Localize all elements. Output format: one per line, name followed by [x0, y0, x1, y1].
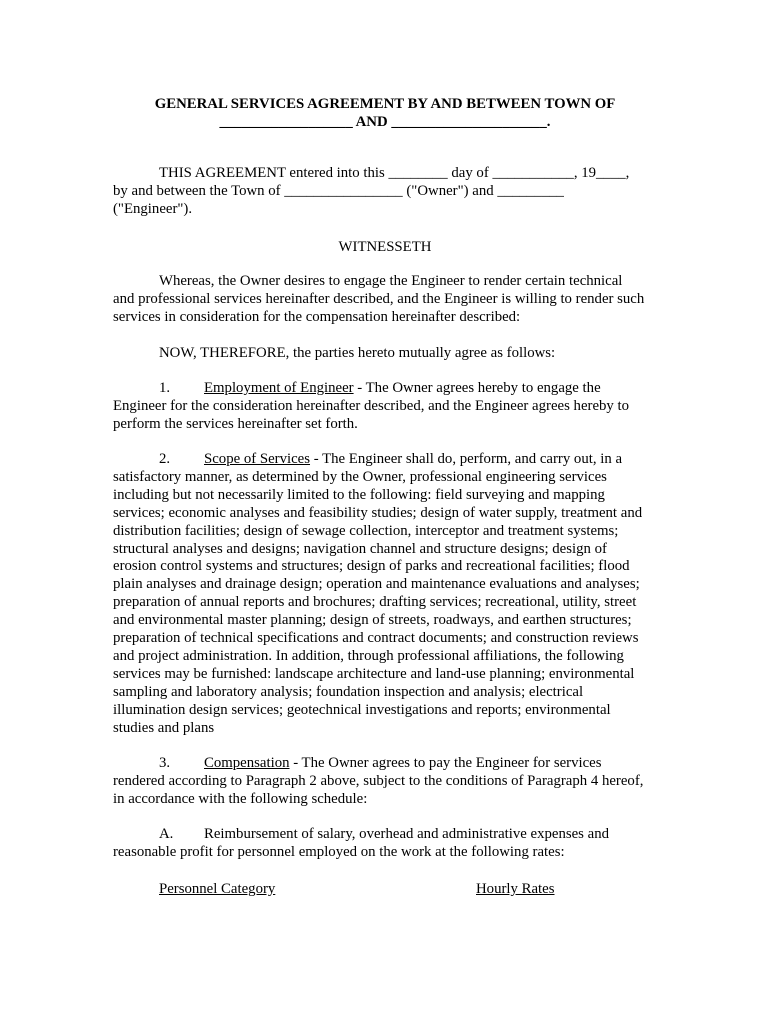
- section-2-line: satisfactory manner, as determined by the Owner, professional engineering services: [113, 468, 607, 485]
- section-3: [113, 755, 673, 809]
- section-2-line: plain analyses and drainage design; operation and maintenance evaluations and analyses;: [113, 576, 640, 593]
- section-heading: Scope of Services: [204, 451, 311, 467]
- section-heading: Employment of Engineer: [204, 380, 354, 396]
- section-text: - The Owner agrees hereby to engage the: [353, 380, 601, 396]
- section-a: [113, 826, 673, 862]
- section-3-first-line: [113, 755, 673, 773]
- section-2-line: and environmental master planning; design of streets, roadways, and earthen structures;: [113, 612, 632, 629]
- section-2-line: erosion control systems and structures; design of parks and recreational facilities; flood: [113, 558, 630, 575]
- section-2-line: studies and plans: [113, 719, 215, 736]
- rates-column-header-hourly: Hourly Rates: [476, 881, 555, 897]
- section-text: - The Owner agrees to pay the Engineer for services: [289, 755, 602, 771]
- section-3-line: in accordance with the following schedule:: [113, 790, 368, 807]
- section-1: [113, 380, 673, 434]
- section-2: [113, 451, 673, 738]
- witnesseth-heading: WITNESSETH: [338, 239, 432, 255]
- section-2-line: illumination design services; geotechnical investigations and reports; environmental: [113, 701, 611, 718]
- section-2-line: preparation of annual reports and brochures; drafting services; recreational, utility, street: [113, 594, 637, 611]
- section-1-line: perform the services hereinafter set forth.: [113, 415, 358, 432]
- section-number: A.: [159, 826, 174, 842]
- section-2-line: distribution facilities; design of sewage collection, interceptor and treatment systems;: [113, 522, 619, 539]
- section-2-line: services may be furnished: landscape architecture and land-use planning; environmental: [113, 665, 635, 682]
- section-3-line: rendered according to Paragraph 2 above, subject to the conditions of Paragraph 4 hereof,: [113, 772, 644, 789]
- section-2-line: including but not necessarily limited to the following: field surveying and mapping: [113, 486, 605, 503]
- section-a-first-line: [113, 826, 673, 844]
- section-2-line: sampling and laboratory analysis; foundation inspection and analysis; electrical: [113, 683, 584, 700]
- now-therefore-line: NOW, THEREFORE, the parties hereto mutually agree as follows:: [159, 345, 556, 361]
- whereas-line: and professional services hereinafter described, and the Engineer is willing to render such: [113, 290, 645, 307]
- intro-paragraph: [113, 165, 673, 219]
- section-2-line: and project administration. In addition, through professional affiliations, the following: [113, 647, 624, 664]
- whereas-line: services in consideration for the compensation hereinafter described:: [113, 308, 521, 325]
- intro-line: ("Engineer").: [113, 200, 193, 217]
- section-2-line: structural analyses and designs; navigation channel and structure designs; design of: [113, 540, 607, 557]
- section-2-line: preparation of technical specifications and contract documents; and construction reviews: [113, 630, 639, 647]
- title-line-1: GENERAL SERVICES AGREEMENT BY AND BETWEEN TOWN OF: [154, 96, 616, 112]
- section-2-first-line: [113, 451, 673, 469]
- section-number: 3.: [159, 755, 171, 771]
- title-line-2: __________________ AND _____________________.: [219, 114, 551, 130]
- intro-line: THIS AGREEMENT entered into this ________ day of ___________, 19____,: [159, 165, 630, 181]
- section-number: 1.: [159, 380, 171, 396]
- whereas-paragraph: [113, 273, 673, 327]
- section-heading: Compensation: [204, 755, 290, 771]
- section-text: - The Engineer shall do, perform, and carry out, in a: [310, 451, 623, 467]
- whereas-line: Whereas, the Owner desires to engage the Engineer to render certain technical: [159, 273, 623, 289]
- rates-column-header-personnel: Personnel Category: [159, 881, 276, 897]
- section-1-first-line: [113, 380, 673, 398]
- section-2-line: services; economic analyses and feasibility studies; design of water supply, treatment and: [113, 504, 643, 521]
- section-a-line: reasonable profit for personnel employed on the work at the following rates:: [113, 843, 565, 860]
- section-text: Reimbursement of salary, overhead and administrative expenses and: [204, 826, 609, 842]
- intro-line: by and between the Town of ________________ ("Owner") and _________: [113, 182, 564, 199]
- section-number: 2.: [159, 451, 171, 467]
- section-1-line: Engineer for the consideration hereinafter described, and the Engineer agrees hereby to: [113, 397, 630, 414]
- now-therefore-paragraph: [113, 345, 673, 363]
